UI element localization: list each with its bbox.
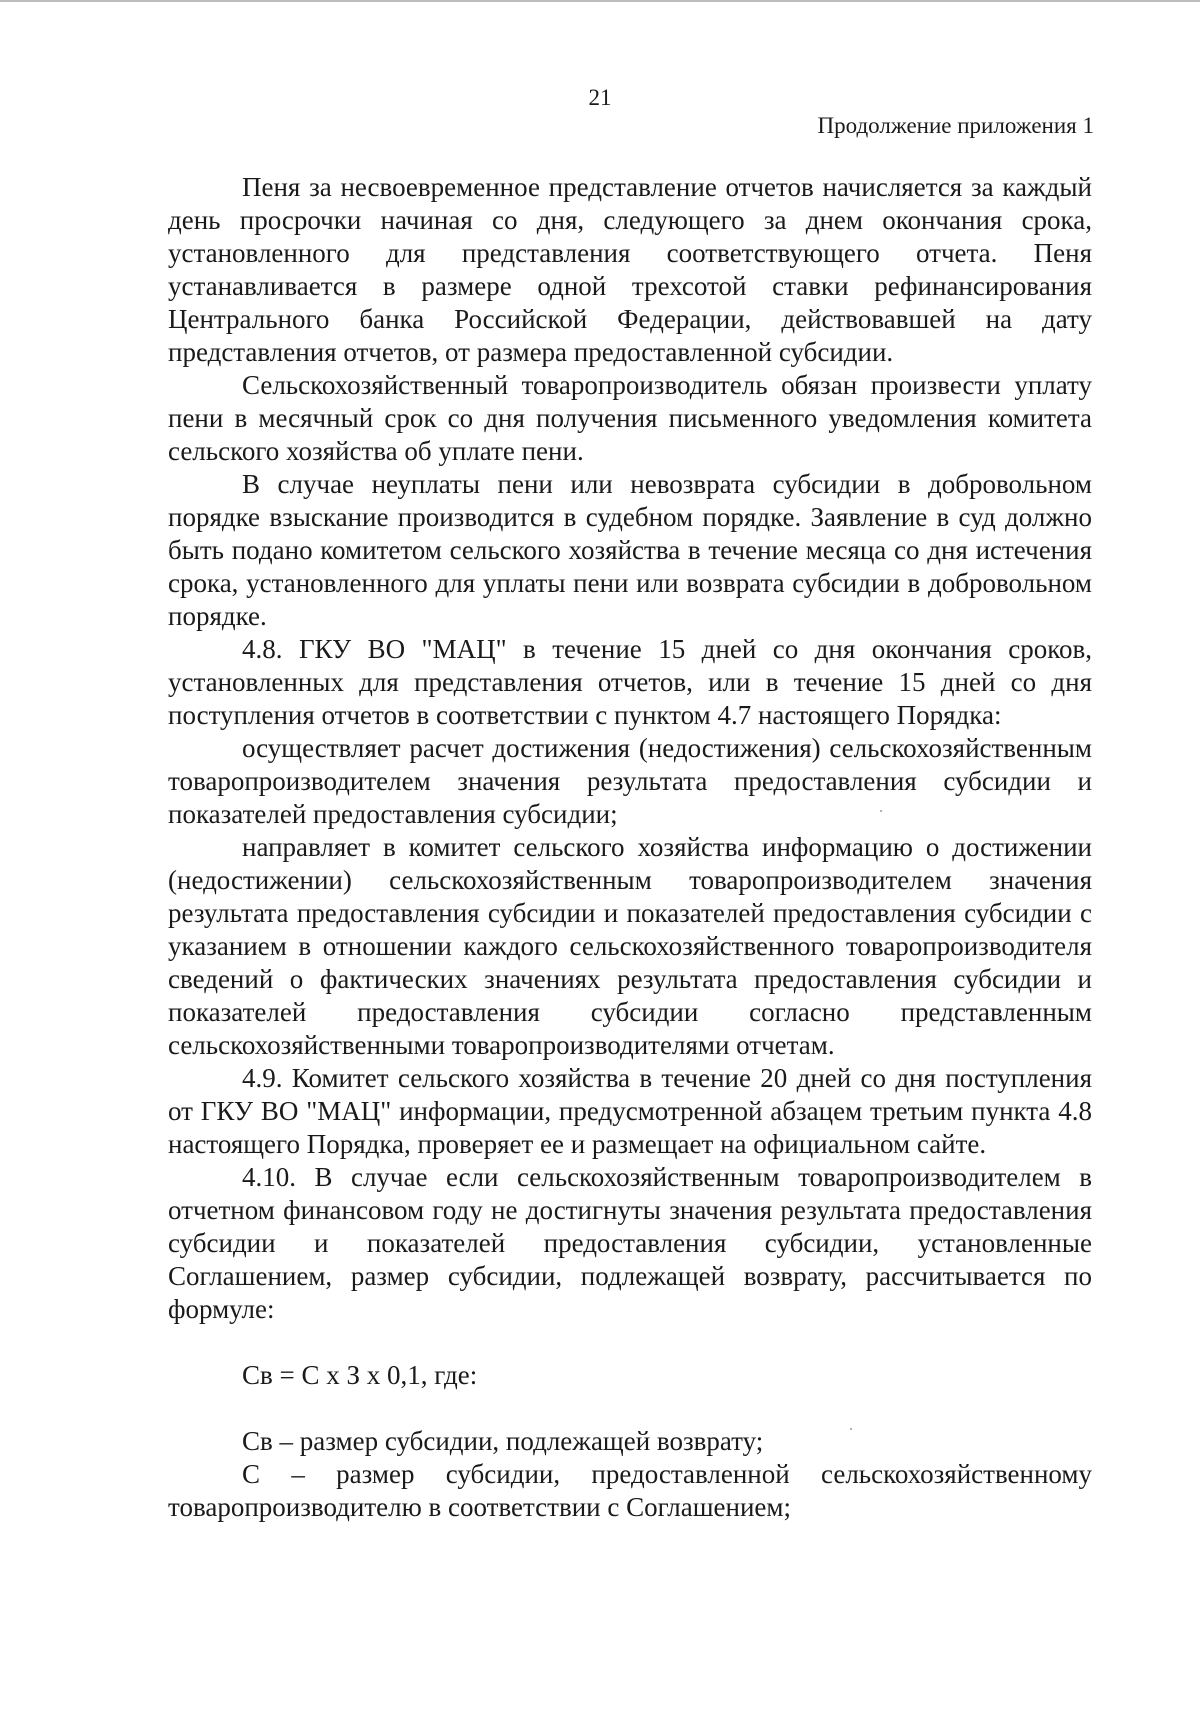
paragraph-penalty-accrual: Пеня за несвоевременное представление отчетов начисляется за каждый день просрочки начиная со дня, следующего за днем окончания срока, установленного для представления соответствующего отчета. Пеня устанавливается в размере одной трехсотой ставки рефинансирования Центрального банка Российской Федерации, действовавшей на дату представления отчетов, от размера предоставленной субсидии. (168, 172, 1092, 367)
document-body (168, 171, 1092, 1524)
definition-s: С – размер субсидии, предоставленной сельскохозяйственному товаропроизводителю в соответствии с Соглашением; (168, 1459, 1092, 1522)
paragraph-4-8-information: направляет в комитет сельского хозяйства информацию о достижении (недостижении) сельскохозяйственным товаропроизводителем значения результата предоставления субсидии и показателей предоставления субсидии с указанием в отношении каждого сельскохозяйственного товаропроизводителя сведений о фактических значениях результата предоставления субсидии и показателей предоставления субсидии согласно представленным сельскохозяйственными товаропроизводителями отчетам. (168, 832, 1092, 1060)
page-number: 21 (588, 85, 612, 110)
scan-edge-line (0, 0, 1200, 2)
annex-continuation-label: Продолжение приложения 1 (817, 113, 1094, 138)
scan-speck (880, 810, 882, 812)
paragraph-4-8-calculation: осуществляет расчет достижения (недостижения) сельскохозяйственным товаропроизводителем значения результата предоставления субсидии и показателей предоставления субсидии; (168, 733, 1092, 829)
paragraph-4-8: 4.8. ГКУ ВО "МАЦ" в течение 15 дней со дня окончания сроков, установленных для представления отчетов, или в течение 15 дней со дня поступления отчетов в соответствии с пунктом 4.7 настоящего Порядка: (168, 634, 1092, 730)
definition-sv: Св – размер субсидии, подлежащей возврату; (242, 1426, 764, 1456)
paragraph-4-10: 4.10. В случае если сельскохозяйственным товаропроизводителем в отчетном финансовом году не достигнуты значения результата предоставления субсидии и показателей предоставления субсидии, установленные Соглашением, размер субсидии, подлежащей возврату, рассчитывается по формуле: (168, 1162, 1092, 1324)
formula: Св = С х З х 0,1, где: (242, 1360, 478, 1390)
paragraph-court-recovery: В случае неуплаты пени или невозврата субсидии в добровольном порядке взыскание производится в судебном порядке. Заявление в суд должно быть подано комитетом сельского хозяйства в течение месяца со дня истечения срока, установленного для уплаты пени или возврата субсидии в добровольном порядке. (168, 469, 1092, 631)
paragraph-4-9: 4.9. Комитет сельского хозяйства в течение 20 дней со дня поступления от ГКУ ВО "МАЦ" информации, предусмотренной абзацем третьим пункта 4.8 настоящего Порядка, проверяет ее и размещает на официальном сайте. (168, 1063, 1092, 1159)
paragraph-penalty-payment: Сельскохозяйственный товаропроизводитель обязан произвести уплату пени в месячный срок со дня получения письменного уведомления комитета сельского хозяйства об уплате пени. (168, 370, 1092, 466)
scan-speck (850, 1428, 852, 1430)
